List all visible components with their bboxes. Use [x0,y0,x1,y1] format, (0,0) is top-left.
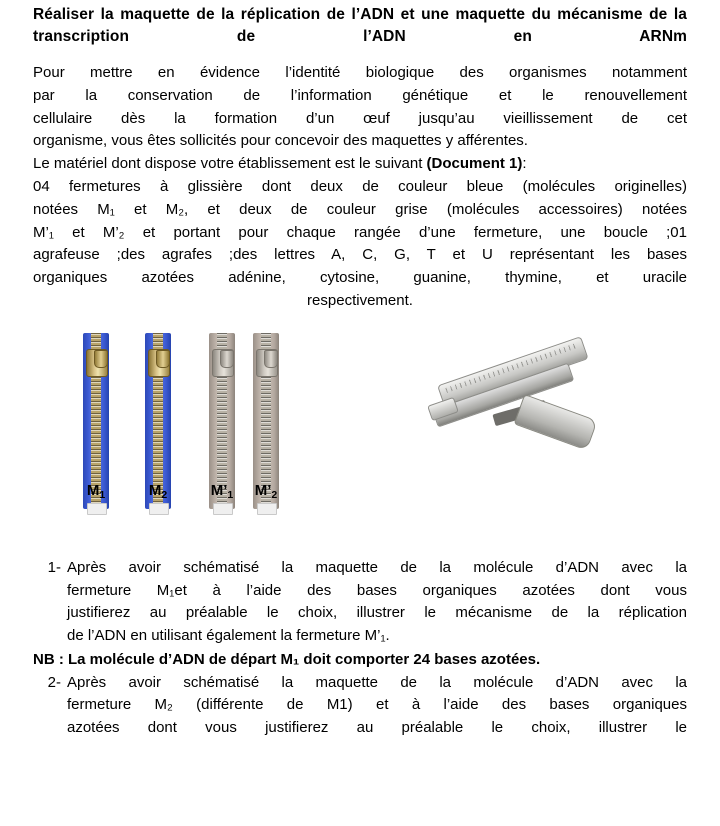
intro-line-3: cellulaire dès la formation d’un œuf jusqu’au vieillissement de cet [33,109,687,127]
zipper-label-sub: 1 [227,488,234,501]
title-line-1: Réaliser la maquette de la réplication de l’ADN et une maquette du [33,6,551,23]
nb-note: NB : La molécule d’ADN de départ M₁ doit comporter 24 bases azotées. [33,650,541,668]
material-line-1: 04 fermetures à glissière dont deux de couleur bleue (molécules originelles) [33,177,687,195]
question-2 [33,672,687,740]
intro-line-4: organisme, vous êtes sollicités pour concevoir des maquettes y afférentes. [33,132,528,150]
question-2-line-1: Après avoir schématisé la maquette de la molécule d’ADN avec la [67,673,687,691]
zipper-bottom-stop [87,503,107,515]
zipper-label-main: M’ [210,481,228,499]
zipper-pull-icon [220,350,234,368]
zipper-slider [148,349,170,377]
material-colon: : [522,155,527,173]
zipper-label-mprime2 [244,482,288,499]
zipper-bottom-stop [149,503,169,515]
zipper-mprime1 [209,333,235,509]
zipper-m1 [83,333,109,509]
question-1-line-4: de l’ADN en utilisant également la fermeture M’₁. [67,627,390,645]
title-spacer [33,49,687,62]
material-line-6: respectivement. [307,291,413,309]
zipper-pull-icon [156,350,170,368]
material-line-2: notées M₁ et M₂, et deux de couleur grise (molécules accessoires) notées [33,200,687,218]
zipper-pull-icon [264,350,278,368]
zipper-bottom-stop [257,503,277,515]
stapler-handle [514,394,598,451]
zipper-label-main: M’ [254,481,272,499]
material-line-4: agrafeuse ;des agrafes ;des lettres A, C, G, T et U représentant les bases [33,246,687,264]
question-2-number: 2- [47,673,61,691]
question-2-text [67,672,687,740]
zipper-m2 [145,333,171,509]
page-title [33,0,687,49]
zipper-label-sub: 2 [161,488,168,501]
intro-paragraph [33,62,687,313]
material-line-5: organiques azotées adénine, cytosine, guanine, thymine, et uracile [33,269,687,287]
question-list [33,557,687,740]
zipper-bottom-stop [213,503,233,515]
zipper-label-mprime1 [200,482,244,499]
zipper-slider [86,349,108,377]
zipper-mprime2 [253,333,279,509]
zipper-slider [212,349,234,377]
question-2-line-3: azotées dont vous justifierez au préalable le choix, illustrer le [67,719,687,737]
title-line-2: mécanisme de la transcription de l’ADN en ARNm [33,6,687,46]
zipper-slider [256,349,278,377]
question-2-line-2: fermeture M₂ (différente de M1) et à l’aide des bases organiques [67,696,687,714]
zipper-label-m1 [74,482,118,499]
question-1 [33,557,687,648]
zipper-label-main: M [86,481,100,499]
figure-document-1 [33,321,687,551]
intro-line-2: par la conservation de l’information génétique et le renouvellement [33,86,687,104]
zipper-label-sub: 1 [99,488,106,501]
intro-line-1: Pour mettre en évidence l’identité biologique des organismes notamment [33,63,687,81]
zipper-label-sub: 2 [271,488,278,501]
zipper-pull-icon [94,350,108,368]
zipper-label-m2 [136,482,180,499]
question-1-line-2: fermeture M₁et à l’aide des bases organiques azotées dont vous [67,581,687,599]
zipper-label-main: M [148,481,162,499]
question-1-number: 1- [47,558,61,576]
material-intro-text: Le matériel dont dispose votre établissement est le suivant [33,155,427,173]
stapler-icon [423,361,603,456]
material-line-3: M’₁ et M’₂ et portant pour chaque rangée d’une fermeture, une boucle ;01 [33,223,687,241]
document-reference: (Document 1) [426,155,523,173]
question-1-text [67,557,687,648]
question-1-line-1: Après avoir schématisé la maquette de la molécule d’ADN avec la [67,558,687,576]
material-intro-line [33,153,687,176]
question-1-line-3: justifierez au préalable le choix, illustrer le mécanisme de la réplication [67,604,687,622]
